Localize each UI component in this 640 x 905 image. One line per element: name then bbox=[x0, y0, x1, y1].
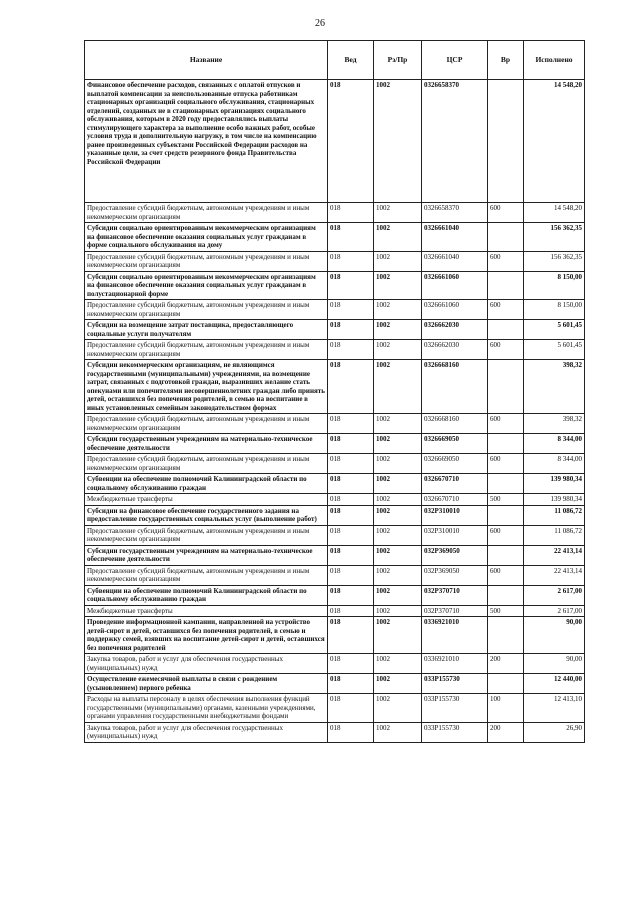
cell-vr: 600 bbox=[488, 203, 524, 223]
cell-executed: 156 362,35 bbox=[524, 223, 585, 252]
cell-ved: 018 bbox=[328, 525, 374, 545]
cell-vr: 500 bbox=[488, 494, 524, 506]
table-header-row bbox=[85, 41, 585, 80]
cell-executed: 139 980,34 bbox=[524, 494, 585, 506]
cell-ved: 018 bbox=[328, 505, 374, 525]
cell-csr: 0326661060 bbox=[422, 300, 488, 320]
cell-executed: 8 150,00 bbox=[524, 300, 585, 320]
cell-name: Предоставление субсидий бюджетным, автономным учреждениям и иным некоммерческим организациям bbox=[85, 525, 328, 545]
cell-vr bbox=[488, 474, 524, 494]
cell-name: Предоставление субсидий бюджетным, автономным учреждениям и иным некоммерческим организациям bbox=[85, 203, 328, 223]
cell-ved: 018 bbox=[328, 617, 374, 654]
cell-executed: 14 548,20 bbox=[524, 80, 585, 203]
cell-rzpr: 1002 bbox=[374, 360, 422, 414]
cell-executed: 22 413,14 bbox=[524, 545, 585, 565]
cell-ved: 018 bbox=[328, 454, 374, 474]
cell-rzpr: 1002 bbox=[374, 80, 422, 203]
cell-vr: 600 bbox=[488, 454, 524, 474]
table-row bbox=[85, 674, 585, 694]
cell-vr bbox=[488, 271, 524, 300]
cell-ved: 018 bbox=[328, 694, 374, 723]
cell-csr: 032P369050 bbox=[422, 545, 488, 565]
cell-vr bbox=[488, 585, 524, 605]
cell-ved: 018 bbox=[328, 585, 374, 605]
cell-name: Предоставление субсидий бюджетным, автономным учреждениям и иным некоммерческим организациям bbox=[85, 454, 328, 474]
cell-vr: 200 bbox=[488, 654, 524, 674]
table-row bbox=[85, 251, 585, 271]
cell-name: Предоставление субсидий бюджетным, автономным учреждениям и иным некоммерческим организациям bbox=[85, 300, 328, 320]
cell-executed: 5 601,45 bbox=[524, 320, 585, 340]
cell-vr bbox=[488, 360, 524, 414]
cell-csr: 0326662030 bbox=[422, 340, 488, 360]
cell-ved: 018 bbox=[328, 722, 374, 742]
table-row bbox=[85, 340, 585, 360]
header-name: Название bbox=[85, 41, 328, 80]
cell-csr: 0326670710 bbox=[422, 474, 488, 494]
table-row bbox=[85, 617, 585, 654]
table-row bbox=[85, 454, 585, 474]
cell-csr: 032P370710 bbox=[422, 585, 488, 605]
cell-executed: 12 413,10 bbox=[524, 694, 585, 723]
cell-rzpr: 1002 bbox=[374, 414, 422, 434]
cell-rzpr: 1002 bbox=[374, 545, 422, 565]
cell-rzpr: 1002 bbox=[374, 565, 422, 585]
cell-rzpr: 1002 bbox=[374, 454, 422, 474]
table-row bbox=[85, 505, 585, 525]
table-row bbox=[85, 585, 585, 605]
cell-ved: 018 bbox=[328, 414, 374, 434]
cell-executed: 8 344,00 bbox=[524, 434, 585, 454]
cell-vr bbox=[488, 434, 524, 454]
cell-ved: 018 bbox=[328, 434, 374, 454]
cell-csr: 0326669050 bbox=[422, 434, 488, 454]
cell-name: Проведение информационной кампании, направленной на устройство детей-сирот и детей, оставшихся без попечения родителей, в семью и поддержку семей, взявших на воспитание детей-сирот и детей, оставшихся без попечения родителей bbox=[85, 617, 328, 654]
cell-vr: 600 bbox=[488, 525, 524, 545]
cell-name: Осуществление ежемесячной выплаты в связи с рождением (усыновлением) первого ребенка bbox=[85, 674, 328, 694]
cell-name: Субсидии социально ориентированным некоммерческим организациям на финансовое обеспечение оказания социальных услуг гражданам в полустационарной форме bbox=[85, 271, 328, 300]
cell-rzpr: 1002 bbox=[374, 605, 422, 617]
budget-table bbox=[84, 40, 585, 743]
cell-executed: 156 362,35 bbox=[524, 251, 585, 271]
cell-rzpr: 1002 bbox=[374, 434, 422, 454]
table-row bbox=[85, 654, 585, 674]
cell-name: Предоставление субсидий бюджетным, автономным учреждениям и иным некоммерческим организациям bbox=[85, 251, 328, 271]
table-row bbox=[85, 694, 585, 723]
cell-vr bbox=[488, 674, 524, 694]
cell-executed: 2 617,00 bbox=[524, 585, 585, 605]
cell-vr bbox=[488, 80, 524, 203]
cell-vr: 600 bbox=[488, 251, 524, 271]
table-row bbox=[85, 223, 585, 252]
cell-csr: 033P155730 bbox=[422, 694, 488, 723]
cell-rzpr: 1002 bbox=[374, 494, 422, 506]
cell-name: Финансовое обеспечение расходов, связанных с оплатой отпусков и выплатой компенсации за неиспользованные отпуска работникам стационарных организаций социального обслуживания, стационарных отделений, созданных не в стационарных организациях социального обслуживания, которым в 2020 году предоставлялись выплаты стимулирующего характера за выполнение особо важных работ, особые условия труда и дополнительную нагрузку, в том числе на компенсацию ранее произведенных субъектами Российской Федерации расходов на указанные цели, за счет средств резервного фонда Правительства Российской Федерации bbox=[85, 80, 328, 203]
table-row bbox=[85, 494, 585, 506]
cell-csr: 0336921010 bbox=[422, 617, 488, 654]
cell-executed: 398,32 bbox=[524, 414, 585, 434]
cell-ved: 018 bbox=[328, 340, 374, 360]
cell-rzpr: 1002 bbox=[374, 300, 422, 320]
cell-vr: 100 bbox=[488, 694, 524, 723]
cell-rzpr: 1002 bbox=[374, 617, 422, 654]
cell-name: Субсидии некоммерческим организациям, не являющимся государственными (муниципальными) учреждениями, на возмещение затрат, связанных с подготовкой граждан, выразивших желание стать опекунами или попечителями несовершеннолетних граждан либо принять детей, оставшихся без попечения родителей, в семью на воспитание в иных установленных семейным законодательством формах bbox=[85, 360, 328, 414]
cell-csr: 033P155730 bbox=[422, 674, 488, 694]
table-row bbox=[85, 545, 585, 565]
cell-ved: 018 bbox=[328, 654, 374, 674]
cell-csr: 032P310010 bbox=[422, 525, 488, 545]
cell-vr: 600 bbox=[488, 565, 524, 585]
cell-executed: 398,32 bbox=[524, 360, 585, 414]
table-row bbox=[85, 300, 585, 320]
cell-csr: 0326662030 bbox=[422, 320, 488, 340]
cell-ved: 018 bbox=[328, 474, 374, 494]
cell-executed: 90,00 bbox=[524, 654, 585, 674]
cell-name: Закупка товаров, работ и услуг для обеспечения государственных (муниципальных) нужд bbox=[85, 654, 328, 674]
cell-ved: 018 bbox=[328, 494, 374, 506]
cell-rzpr: 1002 bbox=[374, 474, 422, 494]
cell-name: Межбюджетные трансферты bbox=[85, 494, 328, 506]
cell-ved: 018 bbox=[328, 545, 374, 565]
cell-name: Субвенции на обеспечение полномочий Калининградской области по социальному обслуживанию граждан bbox=[85, 585, 328, 605]
cell-csr: 0326658370 bbox=[422, 80, 488, 203]
cell-rzpr: 1002 bbox=[374, 505, 422, 525]
header-ved: Вед bbox=[328, 41, 374, 80]
cell-executed: 2 617,00 bbox=[524, 605, 585, 617]
table-row bbox=[85, 565, 585, 585]
cell-csr: 032P310010 bbox=[422, 505, 488, 525]
table-row bbox=[85, 722, 585, 742]
cell-name: Предоставление субсидий бюджетным, автономным учреждениям и иным некоммерческим организациям bbox=[85, 414, 328, 434]
table-row bbox=[85, 434, 585, 454]
page-number: 26 bbox=[315, 18, 325, 29]
cell-vr bbox=[488, 617, 524, 654]
cell-rzpr: 1002 bbox=[374, 203, 422, 223]
cell-csr: 0326661040 bbox=[422, 223, 488, 252]
cell-name: Субсидии социально ориентированным некоммерческим организациям на финансовое обеспечение оказания социальных услуг гражданам в форме социального обслуживания на дому bbox=[85, 223, 328, 252]
cell-ved: 018 bbox=[328, 80, 374, 203]
cell-executed: 12 440,00 bbox=[524, 674, 585, 694]
cell-name: Расходы на выплаты персоналу в целях обеспечения выполнения функций государственными (муниципальными) органами, казенными учреждениями, органами управления государственными внебюджетными фондами bbox=[85, 694, 328, 723]
cell-executed: 90,00 bbox=[524, 617, 585, 654]
cell-rzpr: 1002 bbox=[374, 694, 422, 723]
cell-vr bbox=[488, 545, 524, 565]
cell-executed: 5 601,45 bbox=[524, 340, 585, 360]
table-row bbox=[85, 271, 585, 300]
table-row bbox=[85, 320, 585, 340]
cell-vr bbox=[488, 320, 524, 340]
cell-rzpr: 1002 bbox=[374, 722, 422, 742]
cell-executed: 14 548,20 bbox=[524, 203, 585, 223]
cell-rzpr: 1002 bbox=[374, 654, 422, 674]
cell-rzpr: 1002 bbox=[374, 525, 422, 545]
header-vr: Вр bbox=[488, 41, 524, 80]
cell-rzpr: 1002 bbox=[374, 251, 422, 271]
cell-name: Субсидии государственным учреждениям на материально-техническое обеспечение деятельности bbox=[85, 545, 328, 565]
cell-vr: 200 bbox=[488, 722, 524, 742]
cell-rzpr: 1002 bbox=[374, 674, 422, 694]
cell-ved: 018 bbox=[328, 605, 374, 617]
cell-name: Закупка товаров, работ и услуг для обеспечения государственных (муниципальных) нужд bbox=[85, 722, 328, 742]
table-row bbox=[85, 525, 585, 545]
table-row bbox=[85, 360, 585, 414]
cell-ved: 018 bbox=[328, 360, 374, 414]
cell-executed: 22 413,14 bbox=[524, 565, 585, 585]
cell-rzpr: 1002 bbox=[374, 320, 422, 340]
cell-ved: 018 bbox=[328, 674, 374, 694]
cell-vr bbox=[488, 223, 524, 252]
cell-rzpr: 1002 bbox=[374, 223, 422, 252]
cell-csr: 0326669050 bbox=[422, 454, 488, 474]
cell-name: Межбюджетные трансферты bbox=[85, 605, 328, 617]
table-row bbox=[85, 605, 585, 617]
table-row bbox=[85, 80, 585, 203]
cell-csr: 033P155730 bbox=[422, 722, 488, 742]
cell-executed: 139 980,34 bbox=[524, 474, 585, 494]
table-row bbox=[85, 203, 585, 223]
header-executed: Исполнено bbox=[524, 41, 585, 80]
cell-vr bbox=[488, 505, 524, 525]
cell-ved: 018 bbox=[328, 223, 374, 252]
cell-csr: 0326658370 bbox=[422, 203, 488, 223]
cell-name: Субсидии на финансовое обеспечение государственного задания на предоставление государственных социальных услуг (выполнение работ) bbox=[85, 505, 328, 525]
cell-csr: 0326668160 bbox=[422, 360, 488, 414]
cell-rzpr: 1002 bbox=[374, 340, 422, 360]
cell-executed: 11 086,72 bbox=[524, 525, 585, 545]
cell-executed: 11 086,72 bbox=[524, 505, 585, 525]
cell-csr: 032P369050 bbox=[422, 565, 488, 585]
cell-name: Субвенции на обеспечение полномочий Калининградской области по социальному обслуживанию граждан bbox=[85, 474, 328, 494]
cell-csr: 0326661060 bbox=[422, 271, 488, 300]
cell-name: Субсидии на возмещение затрат поставщика, предоставляющего социальные услуги получателям bbox=[85, 320, 328, 340]
cell-ved: 018 bbox=[328, 251, 374, 271]
cell-ved: 018 bbox=[328, 565, 374, 585]
cell-vr: 500 bbox=[488, 605, 524, 617]
cell-vr: 600 bbox=[488, 340, 524, 360]
cell-csr: 0326670710 bbox=[422, 494, 488, 506]
cell-name: Субсидии государственным учреждениям на материально-техническое обеспечение деятельности bbox=[85, 434, 328, 454]
table-body bbox=[85, 80, 585, 743]
cell-rzpr: 1002 bbox=[374, 271, 422, 300]
cell-vr: 600 bbox=[488, 414, 524, 434]
cell-name: Предоставление субсидий бюджетным, автономным учреждениям и иным некоммерческим организациям bbox=[85, 340, 328, 360]
cell-ved: 018 bbox=[328, 271, 374, 300]
cell-csr: 0336921010 bbox=[422, 654, 488, 674]
cell-vr: 600 bbox=[488, 300, 524, 320]
cell-ved: 018 bbox=[328, 320, 374, 340]
cell-ved: 018 bbox=[328, 300, 374, 320]
cell-csr: 0326668160 bbox=[422, 414, 488, 434]
cell-executed: 8 344,00 bbox=[524, 454, 585, 474]
header-csr: ЦСР bbox=[422, 41, 488, 80]
cell-csr: 0326661040 bbox=[422, 251, 488, 271]
cell-ved: 018 bbox=[328, 203, 374, 223]
table-row bbox=[85, 414, 585, 434]
table-row bbox=[85, 474, 585, 494]
cell-csr: 032P370710 bbox=[422, 605, 488, 617]
cell-executed: 8 150,00 bbox=[524, 271, 585, 300]
cell-executed: 26,90 bbox=[524, 722, 585, 742]
header-rzpr: Рз/Пр bbox=[374, 41, 422, 80]
cell-name: Предоставление субсидий бюджетным, автономным учреждениям и иным некоммерческим организациям bbox=[85, 565, 328, 585]
cell-rzpr: 1002 bbox=[374, 585, 422, 605]
